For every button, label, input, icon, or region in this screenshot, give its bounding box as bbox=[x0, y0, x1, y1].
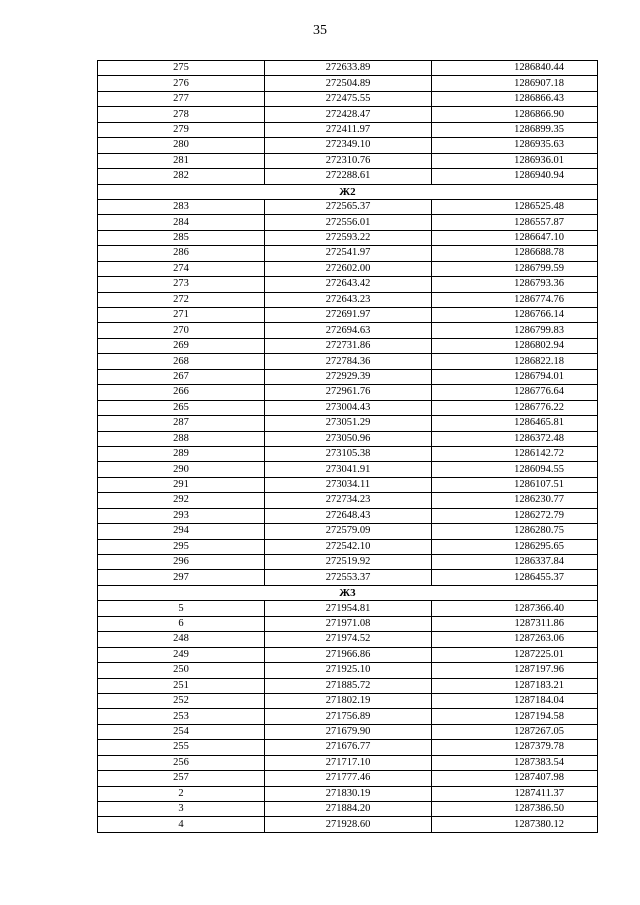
point-number-cell: 3 bbox=[98, 802, 265, 817]
table-row bbox=[98, 138, 598, 153]
y-coordinate-cell: 1287225.01 bbox=[432, 647, 598, 662]
x-coordinate-cell: 271928.60 bbox=[265, 817, 432, 832]
x-coordinate-cell: 273034.11 bbox=[265, 477, 432, 492]
table-row bbox=[98, 632, 598, 647]
point-number-cell: 256 bbox=[98, 755, 265, 770]
x-coordinate-cell: 272602.00 bbox=[265, 261, 432, 276]
point-number-cell: 6 bbox=[98, 616, 265, 631]
y-coordinate-cell: 1286936.01 bbox=[432, 153, 598, 168]
point-number-cell: 293 bbox=[98, 508, 265, 523]
table-row bbox=[98, 354, 598, 369]
y-coordinate-cell: 1286337.84 bbox=[432, 555, 598, 570]
table-row bbox=[98, 230, 598, 245]
y-coordinate-cell: 1286094.55 bbox=[432, 462, 598, 477]
point-number-cell: 4 bbox=[98, 817, 265, 832]
table-row bbox=[98, 647, 598, 662]
table-row bbox=[98, 277, 598, 292]
x-coordinate-cell: 273004.43 bbox=[265, 400, 432, 415]
x-coordinate-cell: 271966.86 bbox=[265, 647, 432, 662]
y-coordinate-cell: 1286774.76 bbox=[432, 292, 598, 307]
x-coordinate-cell: 271777.46 bbox=[265, 771, 432, 786]
point-number-cell: 250 bbox=[98, 663, 265, 678]
x-coordinate-cell: 273105.38 bbox=[265, 446, 432, 461]
x-coordinate-cell: 272734.23 bbox=[265, 493, 432, 508]
table-row bbox=[98, 740, 598, 755]
x-coordinate-cell: 272784.36 bbox=[265, 354, 432, 369]
x-coordinate-cell: 271830.19 bbox=[265, 786, 432, 801]
y-coordinate-cell: 1286822.18 bbox=[432, 354, 598, 369]
table-row bbox=[98, 616, 598, 631]
x-coordinate-cell: 272504.89 bbox=[265, 76, 432, 91]
table-row bbox=[98, 76, 598, 91]
coordinates-table bbox=[97, 60, 598, 833]
x-coordinate-cell: 271925.10 bbox=[265, 663, 432, 678]
table-row bbox=[98, 802, 598, 817]
y-coordinate-cell: 1286793.36 bbox=[432, 277, 598, 292]
y-coordinate-cell: 1286230.77 bbox=[432, 493, 598, 508]
table-row bbox=[98, 570, 598, 585]
table-row bbox=[98, 91, 598, 106]
point-number-cell: 5 bbox=[98, 601, 265, 616]
x-coordinate-cell: 271974.52 bbox=[265, 632, 432, 647]
y-coordinate-cell: 1287184.04 bbox=[432, 693, 598, 708]
x-coordinate-cell: 272411.97 bbox=[265, 122, 432, 137]
y-coordinate-cell: 1286455.37 bbox=[432, 570, 598, 585]
point-number-cell: 253 bbox=[98, 709, 265, 724]
y-coordinate-cell: 1287311.86 bbox=[432, 616, 598, 631]
x-coordinate-cell: 271756.89 bbox=[265, 709, 432, 724]
y-coordinate-cell: 1286935.63 bbox=[432, 138, 598, 153]
table-row bbox=[98, 416, 598, 431]
y-coordinate-cell: 1287411.37 bbox=[432, 786, 598, 801]
table-row bbox=[98, 601, 598, 616]
table-row bbox=[98, 786, 598, 801]
y-coordinate-cell: 1286899.35 bbox=[432, 122, 598, 137]
y-coordinate-cell: 1286688.78 bbox=[432, 246, 598, 261]
y-coordinate-cell: 1286866.43 bbox=[432, 91, 598, 106]
y-coordinate-cell: 1287386.50 bbox=[432, 802, 598, 817]
x-coordinate-cell: 272553.37 bbox=[265, 570, 432, 585]
table-row bbox=[98, 246, 598, 261]
point-number-cell: 274 bbox=[98, 261, 265, 276]
point-number-cell: 290 bbox=[98, 462, 265, 477]
point-number-cell: 296 bbox=[98, 555, 265, 570]
y-coordinate-cell: 1286802.94 bbox=[432, 338, 598, 353]
x-coordinate-cell: 272691.97 bbox=[265, 308, 432, 323]
table-row bbox=[98, 477, 598, 492]
table-row bbox=[98, 709, 598, 724]
x-coordinate-cell: 273041.91 bbox=[265, 462, 432, 477]
y-coordinate-cell: 1287379.78 bbox=[432, 740, 598, 755]
point-number-cell: 289 bbox=[98, 446, 265, 461]
point-number-cell: 285 bbox=[98, 230, 265, 245]
table-row bbox=[98, 539, 598, 554]
x-coordinate-cell: 272310.76 bbox=[265, 153, 432, 168]
y-coordinate-cell: 1286465.81 bbox=[432, 416, 598, 431]
point-number-cell: 281 bbox=[98, 153, 265, 168]
x-coordinate-cell: 272643.42 bbox=[265, 277, 432, 292]
table-row bbox=[98, 199, 598, 214]
x-coordinate-cell: 272542.10 bbox=[265, 539, 432, 554]
x-coordinate-cell: 272929.39 bbox=[265, 369, 432, 384]
point-number-cell: 2 bbox=[98, 786, 265, 801]
point-number-cell: 276 bbox=[98, 76, 265, 91]
y-coordinate-cell: 1286776.64 bbox=[432, 385, 598, 400]
table-row bbox=[98, 215, 598, 230]
y-coordinate-cell: 1286372.48 bbox=[432, 431, 598, 446]
y-coordinate-cell: 1287383.54 bbox=[432, 755, 598, 770]
y-coordinate-cell: 1286799.83 bbox=[432, 323, 598, 338]
table-row bbox=[98, 338, 598, 353]
section-header-row bbox=[98, 585, 598, 600]
point-number-cell: 283 bbox=[98, 199, 265, 214]
x-coordinate-cell: 272556.01 bbox=[265, 215, 432, 230]
y-coordinate-cell: 1287267.05 bbox=[432, 724, 598, 739]
point-number-cell: 266 bbox=[98, 385, 265, 400]
x-coordinate-cell: 271717.10 bbox=[265, 755, 432, 770]
y-coordinate-cell: 1286557.87 bbox=[432, 215, 598, 230]
point-number-cell: 273 bbox=[98, 277, 265, 292]
table-row bbox=[98, 446, 598, 461]
x-coordinate-cell: 271676.77 bbox=[265, 740, 432, 755]
y-coordinate-cell: 1286280.75 bbox=[432, 524, 598, 539]
point-number-cell: 282 bbox=[98, 169, 265, 184]
point-number-cell: 287 bbox=[98, 416, 265, 431]
y-coordinate-cell: 1286766.14 bbox=[432, 308, 598, 323]
y-coordinate-cell: 1286525.48 bbox=[432, 199, 598, 214]
point-number-cell: 257 bbox=[98, 771, 265, 786]
table-row bbox=[98, 771, 598, 786]
point-number-cell: 249 bbox=[98, 647, 265, 662]
y-coordinate-cell: 1287380.12 bbox=[432, 817, 598, 832]
y-coordinate-cell: 1287183.21 bbox=[432, 678, 598, 693]
point-number-cell: 288 bbox=[98, 431, 265, 446]
table-row bbox=[98, 693, 598, 708]
table-row bbox=[98, 663, 598, 678]
y-coordinate-cell: 1286647.10 bbox=[432, 230, 598, 245]
x-coordinate-cell: 271954.81 bbox=[265, 601, 432, 616]
table-row bbox=[98, 323, 598, 338]
point-number-cell: 251 bbox=[98, 678, 265, 693]
table-row bbox=[98, 261, 598, 276]
point-number-cell: 254 bbox=[98, 724, 265, 739]
x-coordinate-cell: 272349.10 bbox=[265, 138, 432, 153]
point-number-cell: 271 bbox=[98, 308, 265, 323]
point-number-cell: 248 bbox=[98, 632, 265, 647]
point-number-cell: 295 bbox=[98, 539, 265, 554]
x-coordinate-cell: 272961.76 bbox=[265, 385, 432, 400]
coordinates-table-body bbox=[98, 61, 598, 833]
y-coordinate-cell: 1287197.96 bbox=[432, 663, 598, 678]
y-coordinate-cell: 1286940.94 bbox=[432, 169, 598, 184]
table-row bbox=[98, 292, 598, 307]
x-coordinate-cell: 272519.92 bbox=[265, 555, 432, 570]
y-coordinate-cell: 1286142.72 bbox=[432, 446, 598, 461]
table-row bbox=[98, 122, 598, 137]
table-row bbox=[98, 308, 598, 323]
point-number-cell: 292 bbox=[98, 493, 265, 508]
point-number-cell: 284 bbox=[98, 215, 265, 230]
x-coordinate-cell: 272648.43 bbox=[265, 508, 432, 523]
y-coordinate-cell: 1286295.65 bbox=[432, 539, 598, 554]
y-coordinate-cell: 1286107.51 bbox=[432, 477, 598, 492]
y-coordinate-cell: 1286907.18 bbox=[432, 76, 598, 91]
x-coordinate-cell: 271971.08 bbox=[265, 616, 432, 631]
table-row bbox=[98, 462, 598, 477]
point-number-cell: 294 bbox=[98, 524, 265, 539]
table-row bbox=[98, 107, 598, 122]
point-number-cell: 297 bbox=[98, 570, 265, 585]
point-number-cell: 291 bbox=[98, 477, 265, 492]
table-row bbox=[98, 431, 598, 446]
y-coordinate-cell: 1286866.90 bbox=[432, 107, 598, 122]
point-number-cell: 275 bbox=[98, 61, 265, 76]
x-coordinate-cell: 271679.90 bbox=[265, 724, 432, 739]
point-number-cell: 252 bbox=[98, 693, 265, 708]
x-coordinate-cell: 271885.72 bbox=[265, 678, 432, 693]
x-coordinate-cell: 273050.96 bbox=[265, 431, 432, 446]
point-number-cell: 278 bbox=[98, 107, 265, 122]
y-coordinate-cell: 1286799.59 bbox=[432, 261, 598, 276]
table-row bbox=[98, 724, 598, 739]
y-coordinate-cell: 1287263.06 bbox=[432, 632, 598, 647]
y-coordinate-cell: 1287194.58 bbox=[432, 709, 598, 724]
section-title: Ж3 bbox=[98, 585, 598, 600]
table-row bbox=[98, 385, 598, 400]
x-coordinate-cell: 271884.20 bbox=[265, 802, 432, 817]
table-row bbox=[98, 493, 598, 508]
x-coordinate-cell: 272633.89 bbox=[265, 61, 432, 76]
table-row bbox=[98, 153, 598, 168]
point-number-cell: 255 bbox=[98, 740, 265, 755]
point-number-cell: 268 bbox=[98, 354, 265, 369]
x-coordinate-cell: 272579.09 bbox=[265, 524, 432, 539]
y-coordinate-cell: 1287366.40 bbox=[432, 601, 598, 616]
y-coordinate-cell: 1286272.79 bbox=[432, 508, 598, 523]
x-coordinate-cell: 272694.63 bbox=[265, 323, 432, 338]
x-coordinate-cell: 272541.97 bbox=[265, 246, 432, 261]
point-number-cell: 272 bbox=[98, 292, 265, 307]
table-row bbox=[98, 169, 598, 184]
table-row bbox=[98, 524, 598, 539]
table-row bbox=[98, 678, 598, 693]
y-coordinate-cell: 1286794.01 bbox=[432, 369, 598, 384]
x-coordinate-cell: 272643.23 bbox=[265, 292, 432, 307]
y-coordinate-cell: 1287407.98 bbox=[432, 771, 598, 786]
table-row bbox=[98, 400, 598, 415]
table-row bbox=[98, 508, 598, 523]
table-row bbox=[98, 755, 598, 770]
page-number: 35 bbox=[313, 23, 327, 38]
table-row bbox=[98, 817, 598, 832]
section-header-row bbox=[98, 184, 598, 199]
x-coordinate-cell: 272731.86 bbox=[265, 338, 432, 353]
point-number-cell: 279 bbox=[98, 122, 265, 137]
table-row bbox=[98, 369, 598, 384]
point-number-cell: 267 bbox=[98, 369, 265, 384]
point-number-cell: 269 bbox=[98, 338, 265, 353]
point-number-cell: 270 bbox=[98, 323, 265, 338]
table-row bbox=[98, 555, 598, 570]
x-coordinate-cell: 272593.22 bbox=[265, 230, 432, 245]
table-row bbox=[98, 61, 598, 76]
x-coordinate-cell: 271802.19 bbox=[265, 693, 432, 708]
y-coordinate-cell: 1286776.22 bbox=[432, 400, 598, 415]
point-number-cell: 277 bbox=[98, 91, 265, 106]
point-number-cell: 286 bbox=[98, 246, 265, 261]
x-coordinate-cell: 272288.61 bbox=[265, 169, 432, 184]
point-number-cell: 280 bbox=[98, 138, 265, 153]
x-coordinate-cell: 272475.55 bbox=[265, 91, 432, 106]
x-coordinate-cell: 272428.47 bbox=[265, 107, 432, 122]
section-title: Ж2 bbox=[98, 184, 598, 199]
y-coordinate-cell: 1286840.44 bbox=[432, 61, 598, 76]
x-coordinate-cell: 273051.29 bbox=[265, 416, 432, 431]
point-number-cell: 265 bbox=[98, 400, 265, 415]
x-coordinate-cell: 272565.37 bbox=[265, 199, 432, 214]
